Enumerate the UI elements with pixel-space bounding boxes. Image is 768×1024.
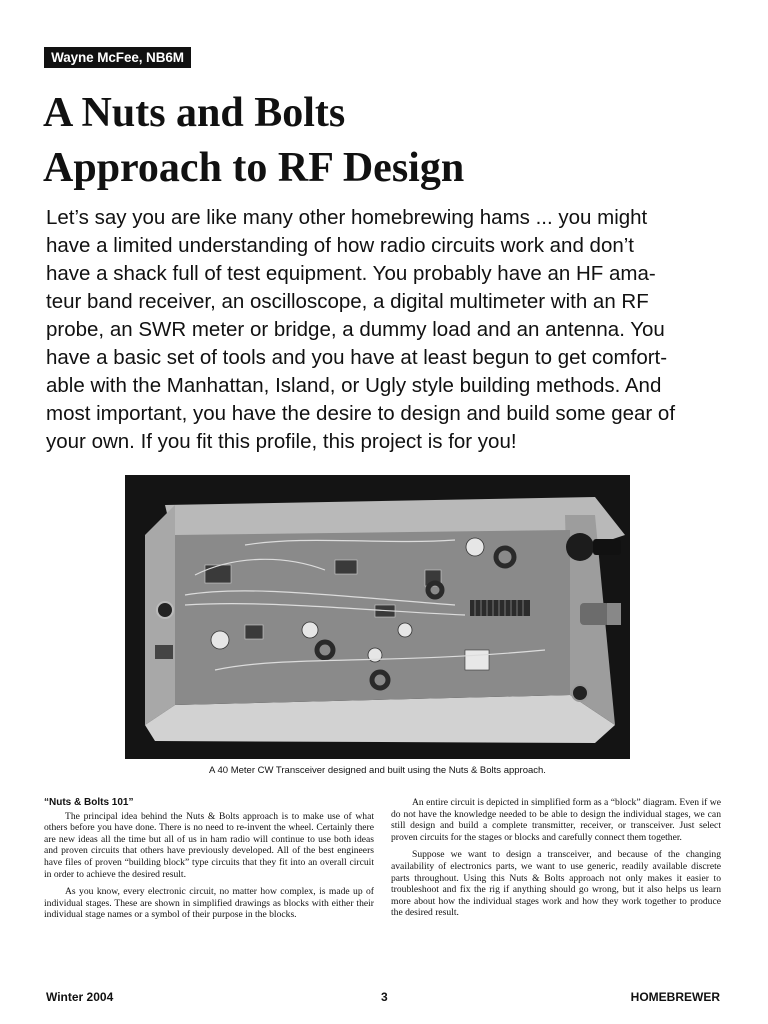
intro-line: most important, you have the desire to design and build some gear of — [46, 402, 676, 425]
article-column-right — [391, 797, 721, 925]
footer-issue: Winter 2004 — [46, 990, 114, 1004]
author-byline: Wayne McFee, NB6M — [44, 47, 191, 68]
article-title — [43, 86, 743, 196]
intro-line: able with the Manhattan, Island, or Ugly style building methods. And — [46, 374, 662, 397]
footer-publication: HOMEBREWER — [630, 990, 720, 1004]
intro-line: have a limited understanding of how radio circuits work and don’t — [46, 234, 634, 257]
intro-line: probe, an SWR meter or bridge, a dummy load and an antenna. You — [46, 318, 665, 341]
title-line-1: A Nuts and Bolts — [43, 90, 346, 136]
intro-line: have a basic set of tools and you have at least begun to get comfort- — [46, 346, 668, 369]
intro-line: Let’s say you are like many other homebrewing hams ... you might — [46, 206, 648, 229]
intro-paragraph — [46, 204, 746, 456]
photo-caption: A 40 Meter CW Transceiver designed and built using the Nuts & Bolts approach. — [209, 765, 546, 776]
intro-line: have a shack full of test equipment. You probably have an HF ama- — [46, 262, 656, 285]
intro-line: your own. If you fit this profile, this project is for you! — [46, 430, 517, 453]
article-paragraph: Suppose we want to design a transceiver, and because of the changing availability of electronics parts, we want to use generic, readily available discrete parts throughout. Using this Nuts & Bolts approach not only makes it easier to troubleshoot and fix the rig if anything should go wrong, but it also helps us learn more about how the individual stages work and how they work together to produce the desired result. — [391, 849, 721, 919]
article-paragraph: As you know, every electronic circuit, no matter how complex, is made up of individual stages. These are shown in simplified drawings as blocks with either their individual stage names or a symbol of their purpose in the blocks. — [44, 886, 374, 921]
article-paragraph: The principal idea behind the Nuts & Bolts approach is to make use of what others before you have done. There is no need to re-invent the wheel. Certainly there are new ideas all the time but all of us in ham radio will continue to use both ideas and proven circuits that others have previously developed. All of the best engineers have files of proven “building block” type circuits that they fit into an overall circuit in order to achieve the desired result. — [44, 810, 374, 880]
title-line-2: Approach to RF Design — [43, 145, 465, 191]
intro-line: teur band receiver, an oscilloscope, a digital multimeter with an RF — [46, 290, 649, 313]
footer-page-number: 3 — [381, 990, 388, 1004]
article-column-left — [44, 797, 374, 927]
article-paragraph: An entire circuit is depicted in simplified form as a “block” diagram. Even if we do not have the knowledge needed to be able to design the individual stages, we can still design and build a complete transmitter, receiver, or transceiver. Just select proven circuits for the stages or blocks and carefully connect them together. — [391, 797, 721, 843]
transceiver-photo — [125, 475, 630, 759]
transceiver-photo-illustration — [125, 475, 630, 759]
section-heading: “Nuts & Bolts 101” — [44, 797, 134, 808]
